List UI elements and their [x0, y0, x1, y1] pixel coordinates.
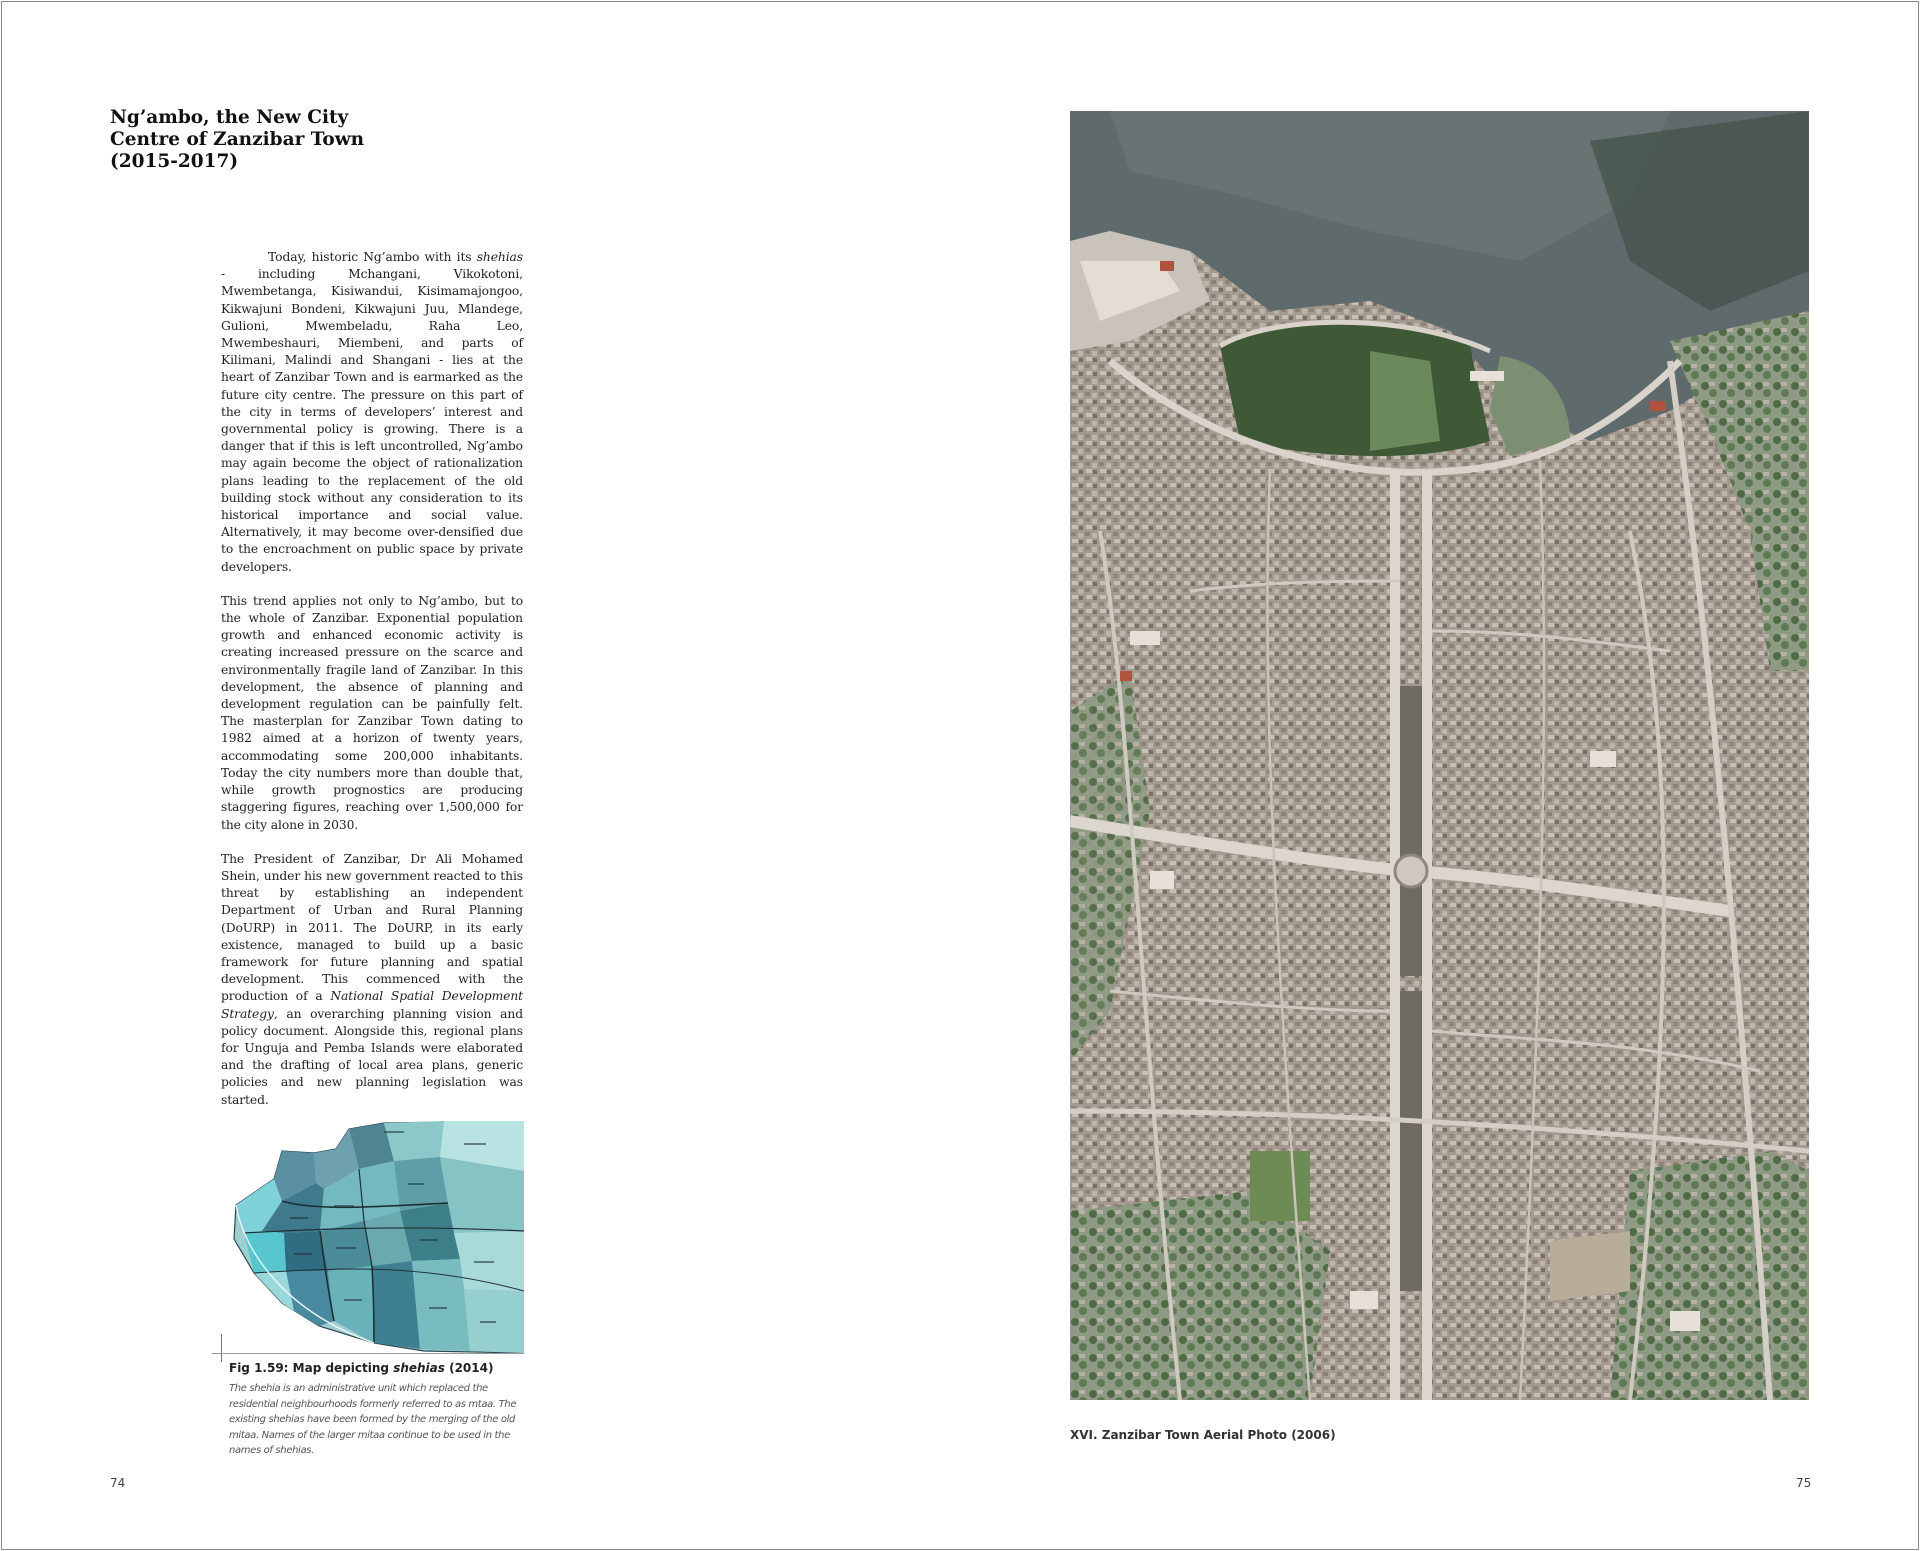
paragraph-1: Today, historic Ng’ambo with its shehias - including Mchangani, Vikokotoni, Mwembetanga, Kisiwandui, Kisimamajongoo, Kikwajuni Bondeni, Kikwajuni Juu, Mlandege, Gulioni, Mwembeladu, Raha Leo, Mwembeshauri, Miembeni, and parts of Kilimani, Malindi and Shangani - lies at the heart of Zanzibar Town and is earmarked as the future city centre. The pressure on this part of the city in terms of developers’ interest and governmental policy is growing. There is a danger that if this is left uncontrolled, Ng’ambo may again become the object of rationalization plans leading to the replacement of the old building stock without any consideration to its historical importance and social value. Alternatively, it may become over-densified due to the encroachment on public space by private developers.: [221, 250, 523, 574]
page-number-left: 74: [110, 1476, 126, 1490]
aerial-photo: [1070, 111, 1809, 1400]
photo-caption: XVI. Zanzibar Town Aerial Photo (2006): [1070, 1428, 1336, 1442]
aerial-photo-image: [1070, 111, 1809, 1400]
section-heading: [110, 107, 410, 173]
body-text: [221, 249, 523, 1126]
heading-line-3: (2015-2017): [110, 151, 239, 172]
figure-caption: The shehia is an administrative unit which replaced the residential neighbourhoods formerly referred to as mtaa. The existing shehias have been formed by the merging of the old mitaa. Names of the larger mitaa continue to be used in the names of shehias.: [229, 1383, 517, 1457]
italic-title-nsds: National Spatial Development Strategy: [221, 989, 523, 1021]
shehias-map: [224, 1121, 524, 1353]
figure-title-italic: shehias: [393, 1361, 445, 1375]
heading-line-2: Centre of Zanzibar Town: [110, 129, 365, 150]
paragraph-3: The President of Zanzibar, Dr Ali Mohamed Shein, under his new government reacted to this threat by establishing an independent Department of Urban and Rural Planning (DoURP) in 2011. The DoURP, in its early existence, managed to build up a basic framework for future planning and spatial development. This commenced with the production of a National Spatial Development Strategy, an overarching planning vision and policy document. Alongside this, regional plans for Unguja and Pemba Islands were elaborated and the drafting of local area plans, generic policies and new planning legislation was started.: [221, 851, 523, 1107]
paragraph-2: This trend applies not only to Ng’ambo, but to the whole of Zanzibar. Exponential population growth and enhanced economic activity is creating increased pressure on the scarce and environmentally fragile land of Zanzibar. In this development, the absence of planning and development regulation can be painfully felt. The masterplan for Zanzibar Town dating to 1982 aimed at a horizon of twenty years, accommodating some 200,000 inhabitants. Today the city numbers more than double that, while growth prognostics are producing staggering figures, reaching over 1,500,000 for the city alone in 2030.: [221, 593, 523, 832]
figure-title: Fig 1.59: Map depicting shehias (2014): [229, 1361, 494, 1375]
crop-mark-vertical: [221, 1334, 222, 1362]
page-number-right: 75: [1796, 1476, 1812, 1490]
shehias-map-graphic: [224, 1121, 524, 1353]
italic-term-shehias: shehias: [476, 250, 523, 264]
crop-mark-horizontal: [212, 1353, 524, 1354]
heading-line-1: Ng’ambo, the New City: [110, 107, 349, 128]
